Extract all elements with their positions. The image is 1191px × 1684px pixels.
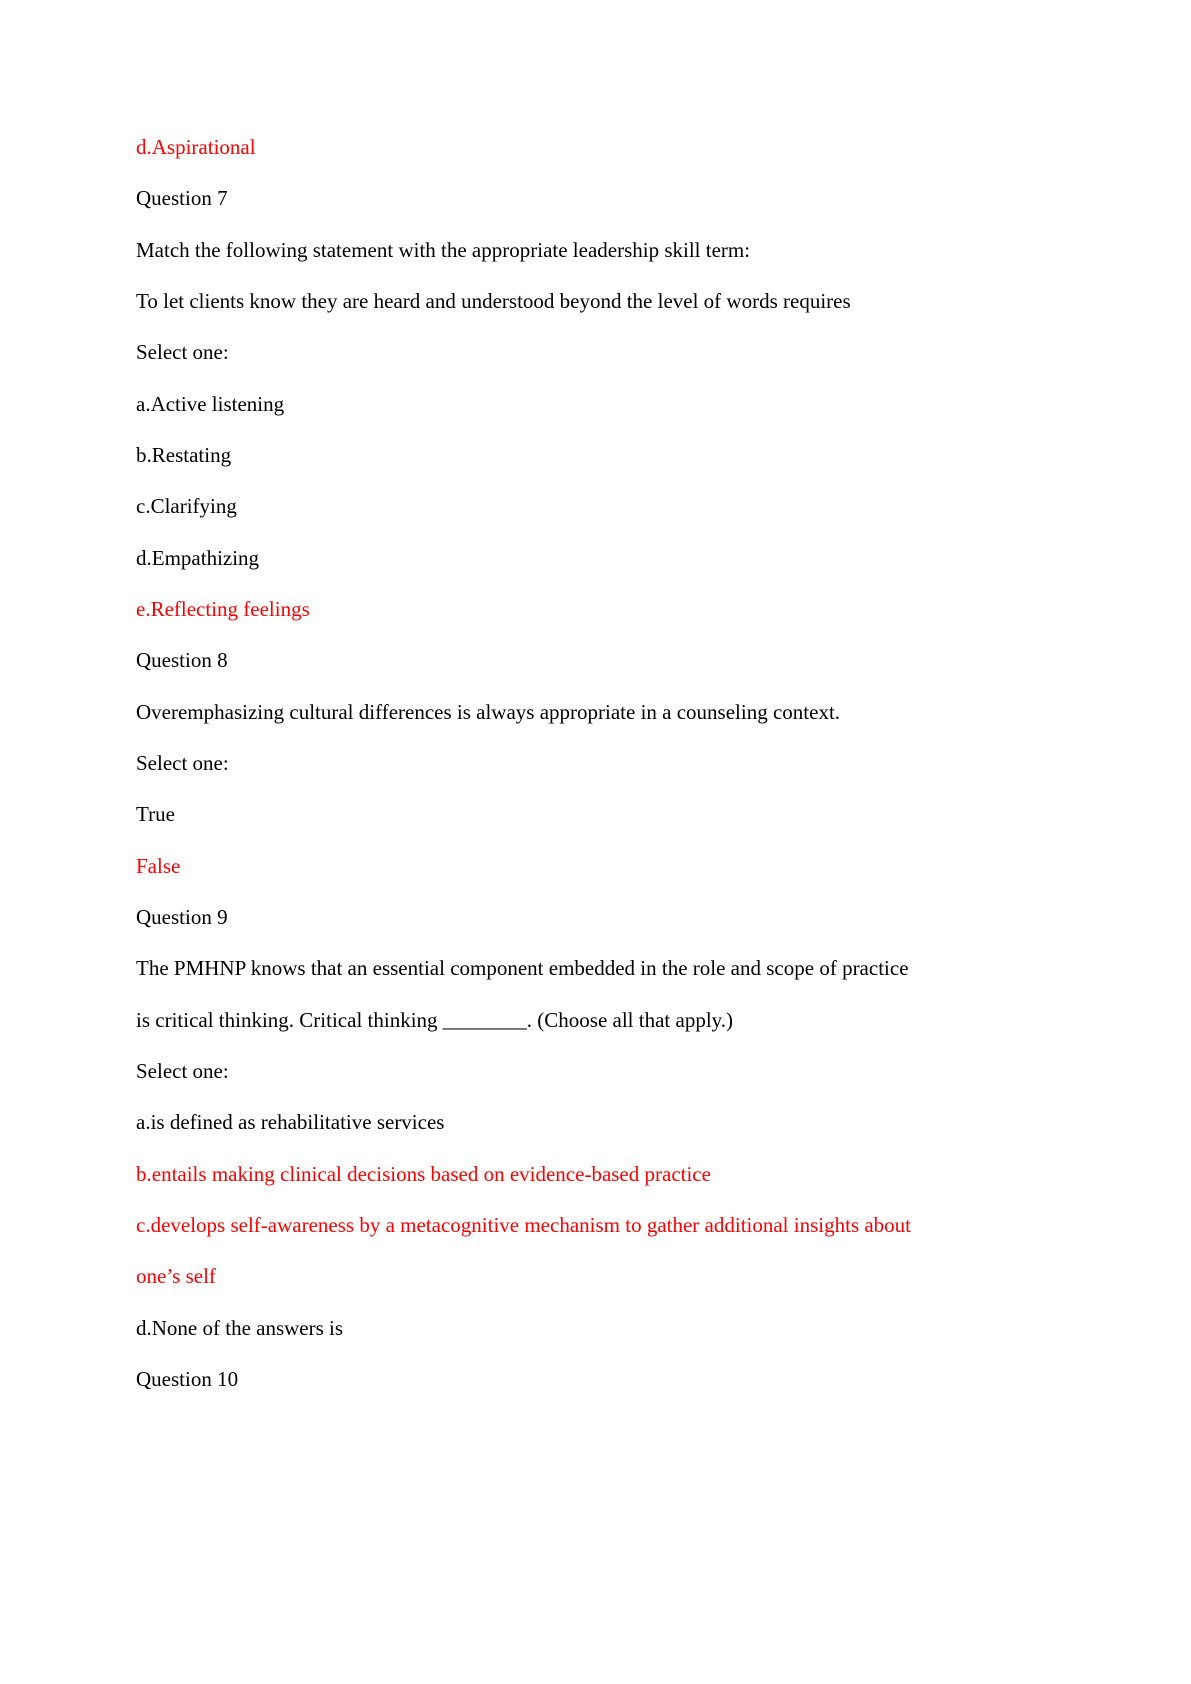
answer-option: d.Empathizing <box>136 545 260 570</box>
question-text: is critical thinking. Critical thinking ________. (Choose all that apply.) <box>136 1007 734 1032</box>
select-one-label: Select one: <box>136 1058 229 1083</box>
selected-answer-option: c.develops self-awareness by a metacognitive mechanism to gather additional insights about <box>136 1212 912 1237</box>
answer-option: True <box>136 802 175 827</box>
select-one-label: Select one: <box>136 340 229 365</box>
question-text: The PMHNP knows that an essential component embedded in the role and scope of practice <box>136 956 909 981</box>
question-text: Match the following statement with the appropriate leadership skill term: <box>136 237 751 262</box>
question-heading: Question 7 <box>136 186 228 211</box>
selected-answer-option: b.entails making clinical decisions based on evidence-based practice <box>136 1161 711 1186</box>
question-heading: Question 8 <box>136 648 228 673</box>
question-heading: Question 9 <box>136 904 228 929</box>
answer-option: b.Restating <box>136 442 232 467</box>
question-text: To let clients know they are heard and understood beyond the level of words requires <box>136 288 851 313</box>
select-one-label: Select one: <box>136 750 229 775</box>
selected-answer-option: False <box>136 853 181 878</box>
answer-option: a.Active listening <box>136 391 285 416</box>
document-text-lines <box>136 122 1101 1405</box>
answer-option: d.None of the answers is <box>136 1315 344 1340</box>
selected-answer-option: one’s self <box>136 1264 216 1289</box>
answer-option: c.Clarifying <box>136 494 237 519</box>
selected-answer-option: d.Aspirational <box>136 135 256 159</box>
answer-option: a.is defined as rehabilitative services <box>136 1110 445 1135</box>
selected-answer-option: e.Reflecting feelings <box>136 596 310 621</box>
question-text: Overemphasizing cultural differences is always appropriate in a counseling context. <box>136 699 841 724</box>
question-heading: Question 10 <box>136 1366 239 1391</box>
